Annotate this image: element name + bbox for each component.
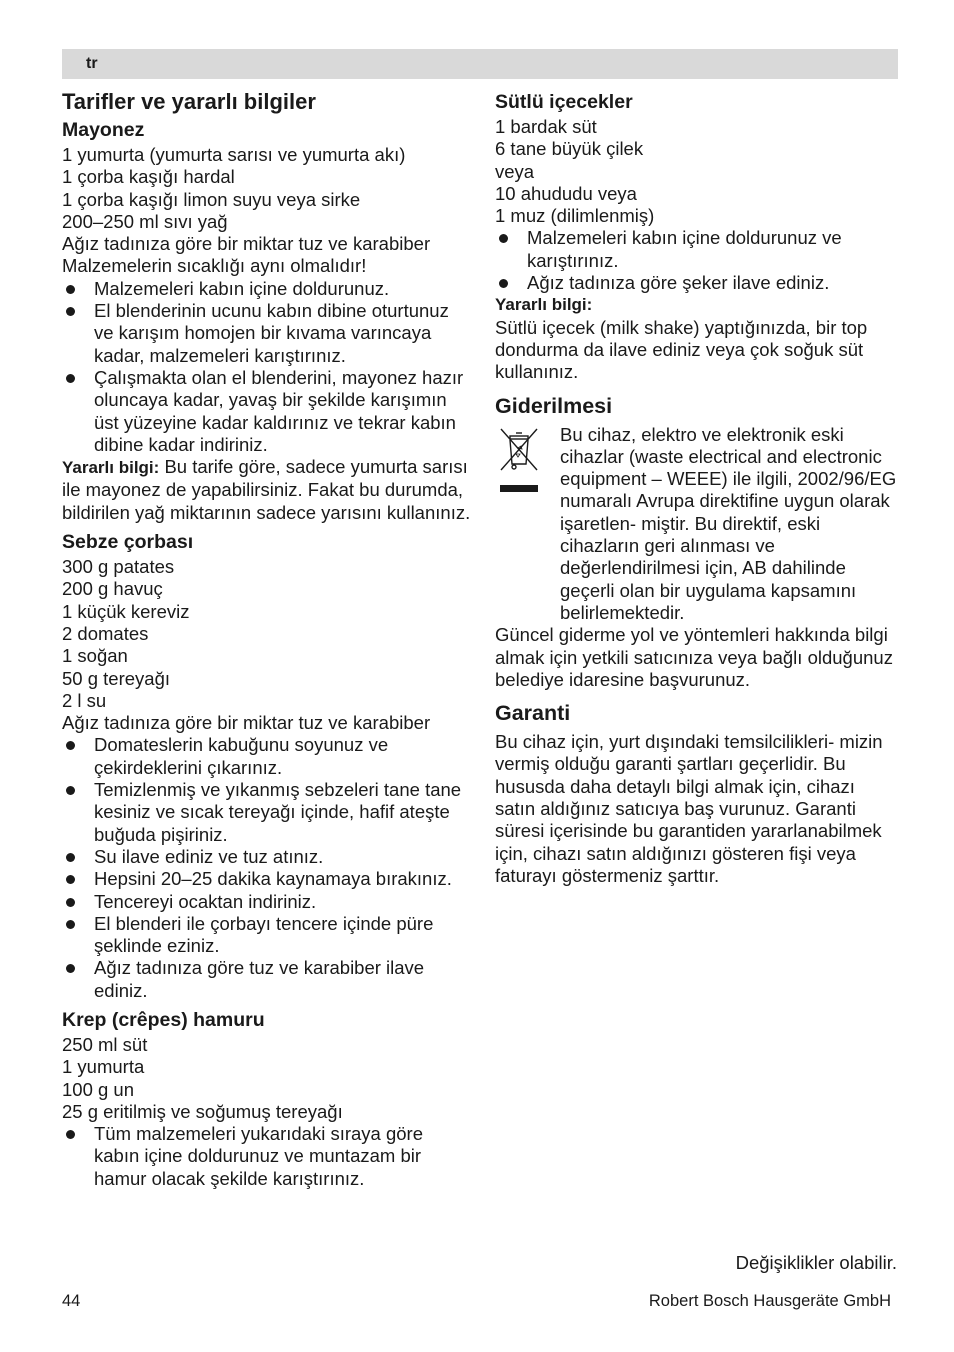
page-number: 44 <box>62 1292 81 1310</box>
tip-label: Yararlı bilgi: <box>62 458 160 478</box>
ingredient-line: 1 yumurta <box>62 1056 145 1078</box>
step-item: Ağız tadınıza göre tuz ve karabiber ilave ediniz. <box>62 957 472 1002</box>
tip-label: Yararlı bilgi: <box>495 295 593 315</box>
ingredient-line: 200–250 ml sıvı yağ <box>62 210 228 232</box>
disposal-text: Güncel giderme yol ve yöntemleri hakkında bilgi almak için yetkili satıcınıza veya bağlı olduğunuz belediye idaresine başvurunuz. <box>495 624 893 690</box>
changes-note: Değişiklikler olabilir. <box>735 1252 897 1273</box>
krep-heading: Krep (crêpes) hamuru <box>62 1008 265 1031</box>
ingredient-line: 300 g patates <box>62 556 175 578</box>
sutlu-heading: Sütlü içecekler <box>495 91 633 113</box>
step-item: Tüm malzemeleri yukarıdaki sıraya göre kabın içine doldurunuz ve muntazam bir hamur olacak şekilde karıştırınız. <box>62 1123 472 1190</box>
sebze-steps <box>62 734 472 1002</box>
warranty-text: Bu cihaz için, yurt dışındaki temsilcilikleri- mizin vermiş olduğu garanti şartları geçerlidir. Bu hususda daha detaylı bilgi almak için, cihazı satın aldığınız satıcıya baş vurunuz. Garanti süresi içerisinde bu garantiden yararlanabilmek için, cihazı satın aldığınızı gösteren fişi veya faturayı göstermeniz şarttır. <box>495 731 883 886</box>
mayonez-heading: Mayonez <box>62 119 145 141</box>
step-item: Domateslerin kabuğunu soyunuz ve çekirdeklerini çıkarınız. <box>62 734 472 779</box>
ingredient-line: 1 soğan <box>62 645 128 667</box>
weee-text: Bu cihaz, elektro ve elektronik eski cihazlar (waste electrical and electronic equipment – WEEE) ile ilgili, 2002/96/EG numaralı Avrupa direktifine uygun olarak işaretlen- miştir. Bu direktif, eski cihazların geri alınması ve değerlendirilmesi için, AB dahilinde geçerli olan bir uygulama kapsamını belirlemektedir. <box>560 423 897 623</box>
ingredient-line: 1 yumurta (yumurta sarısı ve yumurta akı) <box>62 144 406 165</box>
crossed-out-bin-icon <box>498 426 542 494</box>
weee-block <box>495 424 900 625</box>
ingredient-line: 50 g tereyağı <box>62 667 170 689</box>
ingredient-line: 2 l su <box>62 689 107 711</box>
step-item: Hepsini 20–25 dakika kaynamaya bırakınız. <box>62 868 472 890</box>
language-code: tr <box>86 55 98 72</box>
ingredient-line: Ağız tadınıza göre bir miktar tuz ve karabiber <box>62 712 431 734</box>
ingredient-line: Ağız tadınıza göre bir miktar tuz ve karabiber <box>62 233 431 255</box>
ingredient-line: 1 çorba kaşığı hardal <box>62 166 235 188</box>
giderilmesi-heading: Giderilmesi <box>495 393 613 418</box>
ingredient-line: 200 g havuç <box>62 578 163 600</box>
step-item: Tencereyi ocaktan indiriniz. <box>62 891 472 913</box>
ingredient-line: 1 muz (dilimlenmiş) <box>495 205 655 227</box>
ingredient-line: 1 küçük kereviz <box>62 600 190 622</box>
ingredient-line: 100 g un <box>62 1078 135 1100</box>
page-title: Tarifler ve yararlı bilgiler <box>62 89 316 114</box>
ingredient-line: 2 domates <box>62 622 149 644</box>
ingredient-line: 6 tane büyük çilek <box>495 138 644 160</box>
ingredient-line: veya <box>495 160 535 182</box>
step-item: Temizlenmiş ve yıkanmış sebzeleri tane tane kesiniz ve sıcak tereyağı içinde, hafif ateşte buğuda pişiriniz. <box>62 779 472 846</box>
ingredient-line: 1 bardak süt <box>495 116 597 137</box>
ingredient-line: 10 ahududu veya <box>495 182 637 204</box>
left-column <box>62 88 472 1190</box>
ingredient-line: 25 g eritilmiş ve soğumuş tereyağı <box>62 1100 343 1122</box>
mayonez-tip <box>62 456 472 524</box>
step-item: Malzemeleri kabın içine doldurunuz ve karıştırınız. <box>495 227 900 272</box>
step-item: El blenderinin ucunu kabın dibine oturtunuz ve karışım homojen bir kıvama varıncaya kadar, malzemeleri karıştırınız. <box>62 300 472 367</box>
tip-text: Bu tarife göre, sadece yumurta sarısı ile mayonez de yapabilirsiniz. Fakat bu durumda, bildirilen yağ miktarının sadece yarısını kullanınız. <box>62 456 471 523</box>
ingredient-line: Malzemelerin sıcaklığı aynı olmalıdır! <box>62 255 367 277</box>
step-item: Ağız tadınıza göre şeker ilave ediniz. <box>495 272 900 294</box>
sutlu-steps <box>495 227 900 294</box>
right-column <box>495 88 900 887</box>
language-bar <box>62 49 898 79</box>
mayonez-steps <box>62 278 472 456</box>
garanti-heading: Garanti <box>495 701 571 726</box>
step-item: Çalışmakta olan el blenderini, mayonez hazır oluncaya kadar, yavaş bir şekilde karışımın üst yüzeyine kadar kaldırınız ve tekrar kabın dibine kadar indiriniz. <box>62 367 472 456</box>
company-name: Robert Bosch Hausgeräte GmbH <box>648 1292 891 1310</box>
tip-text: Sütlü içecek (milk shake) yaptığınızda, bir top dondurma da ilave ediniz veya çok soğuk süt kullanınız. <box>495 316 868 383</box>
krep-steps <box>62 1123 472 1190</box>
ingredient-line: 1 çorba kaşığı limon suyu veya sirke <box>62 188 361 210</box>
step-item: El blenderi ile çorbayı tencere içinde püre şeklinde eziniz. <box>62 913 472 958</box>
ingredient-line: 250 ml süt <box>62 1033 148 1055</box>
step-item: Malzemeleri kabın içine doldurunuz. <box>62 278 472 300</box>
step-item: Su ilave ediniz ve tuz atınız. <box>62 846 472 868</box>
sebze-heading: Sebze çorbası <box>62 531 194 554</box>
